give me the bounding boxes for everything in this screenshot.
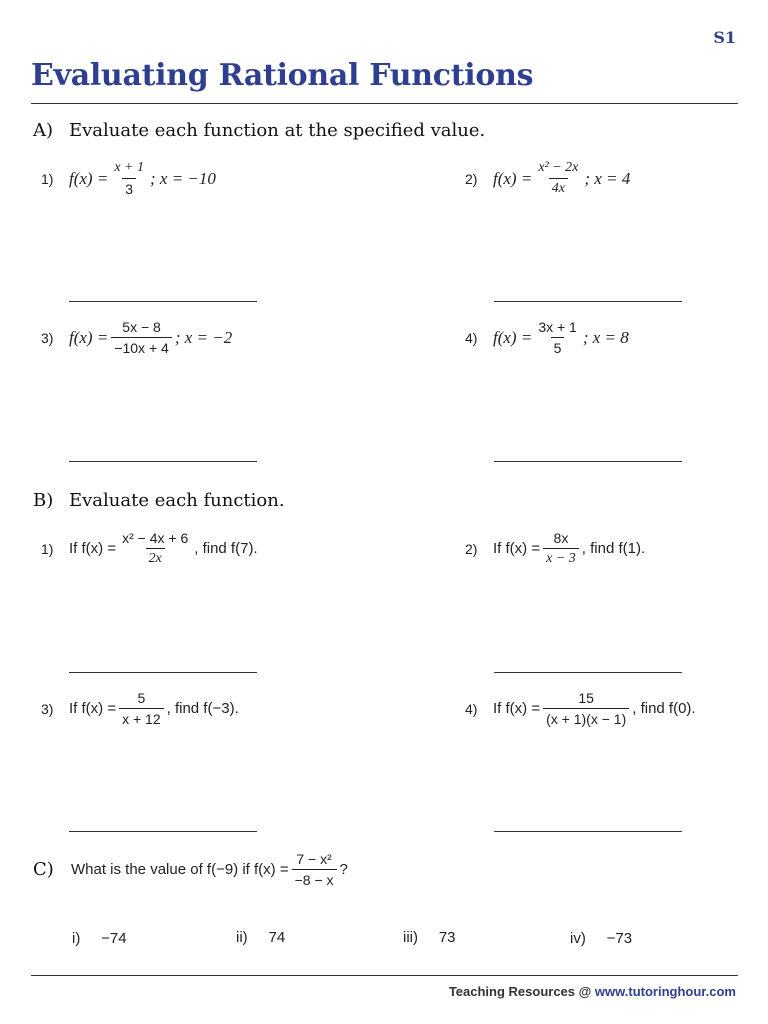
function-lhs: If f(x) = bbox=[69, 700, 117, 717]
denominator: x + 12 bbox=[119, 708, 164, 727]
denominator: −10x + 4 bbox=[111, 337, 172, 356]
option-iii[interactable] bbox=[403, 929, 456, 946]
problem-b1 bbox=[41, 530, 258, 567]
denominator: x − 3 bbox=[543, 548, 579, 567]
problem-suffix: , find f(7). bbox=[194, 540, 258, 557]
answer-line[interactable] bbox=[69, 461, 257, 462]
numerator: x + 1 bbox=[114, 160, 144, 175]
problem-b2 bbox=[465, 530, 645, 567]
question-text: What is the value of f(−9) if f(x) = bbox=[71, 861, 289, 878]
denominator: 4x bbox=[549, 178, 568, 197]
problem-suffix: , find f(0). bbox=[632, 700, 696, 717]
section-b-heading bbox=[33, 490, 285, 511]
problem-number: 4) bbox=[465, 700, 478, 717]
option-label: iii) bbox=[403, 929, 418, 946]
problem-number: 1) bbox=[41, 170, 54, 187]
section-a-label: A) bbox=[33, 120, 54, 141]
footer-divider bbox=[31, 975, 738, 976]
function-lhs: f(x) = bbox=[493, 168, 533, 188]
problem-a2 bbox=[465, 160, 630, 197]
fraction bbox=[111, 319, 172, 356]
numerator: x² − 4x + 6 bbox=[122, 530, 189, 546]
numerator: 15 bbox=[578, 690, 594, 706]
title-divider bbox=[31, 103, 738, 104]
problem-number: 2) bbox=[465, 170, 478, 187]
option-label: ii) bbox=[236, 929, 248, 946]
sheet-code: S1 bbox=[713, 28, 736, 47]
denominator: 5 bbox=[551, 337, 565, 356]
option-ii[interactable] bbox=[236, 929, 285, 946]
question-suffix: ? bbox=[339, 861, 348, 878]
answer-line[interactable] bbox=[69, 301, 257, 302]
function-lhs: f(x) = bbox=[69, 327, 109, 347]
footer-text: Teaching Resources @ bbox=[448, 984, 592, 999]
page-title: Evaluating Rational Functions bbox=[31, 58, 534, 93]
function-lhs: If f(x) = bbox=[69, 540, 117, 557]
section-a-instruction: Evaluate each function at the specified value. bbox=[69, 120, 486, 141]
fraction bbox=[543, 690, 629, 727]
section-b-instruction: Evaluate each function. bbox=[69, 490, 285, 511]
problem-suffix: , find f(1). bbox=[581, 540, 646, 557]
footer-link[interactable]: www.tutoringhour.com bbox=[594, 984, 736, 999]
function-lhs: f(x) = bbox=[69, 168, 109, 188]
fraction bbox=[535, 319, 580, 356]
fraction bbox=[535, 160, 581, 197]
denominator: (x + 1)(x − 1) bbox=[543, 708, 629, 727]
problem-a3 bbox=[41, 319, 232, 356]
answer-line[interactable] bbox=[69, 672, 257, 673]
problem-number: 2) bbox=[465, 540, 478, 557]
question-c bbox=[33, 851, 348, 888]
problem-suffix: ; x = 8 bbox=[582, 327, 629, 347]
section-a-heading bbox=[33, 120, 485, 141]
problem-suffix: , find f(−3). bbox=[166, 700, 239, 717]
function-lhs: f(x) = bbox=[493, 327, 533, 347]
answer-line[interactable] bbox=[494, 672, 682, 673]
answer-line[interactable] bbox=[494, 301, 682, 302]
problem-a1 bbox=[41, 160, 216, 197]
problem-number: 4) bbox=[465, 329, 478, 346]
section-c-label: C) bbox=[33, 859, 54, 880]
answer-line[interactable] bbox=[69, 831, 257, 832]
fraction bbox=[111, 160, 147, 197]
problem-number: 3) bbox=[41, 700, 54, 717]
option-value: −74 bbox=[101, 930, 127, 947]
function-lhs: If f(x) = bbox=[493, 540, 541, 557]
option-i[interactable] bbox=[72, 930, 127, 947]
section-b-label: B) bbox=[33, 490, 54, 511]
answer-line[interactable] bbox=[494, 831, 682, 832]
problem-suffix: ; x = −10 bbox=[149, 168, 216, 188]
numerator: 3x + 1 bbox=[538, 319, 577, 335]
denominator: −8 − x bbox=[292, 869, 337, 888]
option-label: iv) bbox=[570, 930, 586, 947]
problem-number: 3) bbox=[41, 329, 54, 346]
numerator: x² − 2x bbox=[538, 160, 579, 175]
function-lhs: If f(x) = bbox=[493, 700, 541, 717]
option-value: 74 bbox=[268, 929, 286, 946]
denominator: 3 bbox=[122, 178, 136, 197]
option-label: i) bbox=[72, 930, 81, 947]
problem-suffix: ; x = 4 bbox=[584, 168, 631, 188]
problem-suffix: ; x = −2 bbox=[174, 327, 233, 347]
option-iv[interactable] bbox=[570, 930, 632, 947]
problem-number: 1) bbox=[41, 540, 54, 557]
problem-a4 bbox=[465, 319, 629, 356]
option-value: −73 bbox=[606, 930, 633, 947]
numerator: 5x − 8 bbox=[122, 319, 161, 335]
problem-b3 bbox=[41, 690, 239, 727]
option-value: 73 bbox=[438, 929, 456, 946]
fraction bbox=[119, 690, 164, 727]
denominator: 2x bbox=[146, 548, 165, 567]
fraction bbox=[292, 851, 337, 888]
footer bbox=[449, 984, 736, 999]
numerator: 5 bbox=[137, 690, 146, 706]
problem-b4 bbox=[465, 690, 696, 727]
answer-line[interactable] bbox=[494, 461, 682, 462]
fraction bbox=[543, 530, 579, 567]
fraction bbox=[119, 530, 191, 567]
numerator: 7 − x² bbox=[296, 851, 332, 867]
numerator: 8x bbox=[553, 530, 569, 546]
